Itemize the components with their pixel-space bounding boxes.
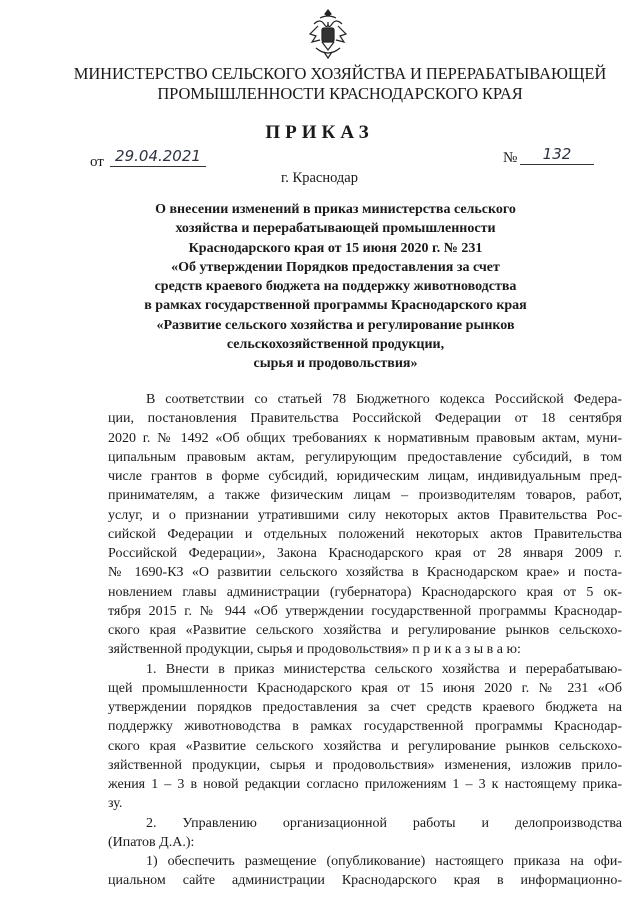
body-line: принимателям, а также физическим лицам – производителям товаров, работ, (108, 488, 622, 504)
body-line: поддержку животноводства в рамках государственной программы Краснодар- (108, 719, 622, 735)
body-line: Российской Федерации», Закона Краснодарского края от 28 января 2009 г. (108, 546, 622, 561)
body-line: зяйственной продукции, сырья и продовольствия» изменения, изложив прило- (108, 757, 622, 773)
body-line: 1) обеспечить размещение (опубликование) настоящего приказа на офи- (146, 854, 622, 869)
subject-line: сельскохозяйственной продукции, (226, 337, 445, 353)
subject-line: «Развитие сельского хозяйства и регулирование рынков (156, 317, 515, 333)
body-line: услуг, и о признании утратившими силу некоторых актов Правительства Рос- (108, 507, 622, 523)
body-line: сийской Федерации и отдельных положений некоторых актов Правительства (108, 526, 622, 542)
body-line: 1. Внести в приказ министерства сельского хозяйства и перерабатываю- (146, 661, 622, 677)
body-line: ского края «Развитие сельского хозяйства и регулирование рынков сельскохо- (108, 738, 622, 754)
body-line: В соответствии со статьей 78 Бюджетного кодекса Российской Федера- (146, 392, 622, 407)
order-number: 132 (520, 145, 594, 165)
body-line: циальном сайте администрации Краснодарского края в информационно- (108, 873, 622, 889)
ministry-name-line-2: ПРОМЫШЛЕННОСТИ КРАСНОДАРСКОГО КРАЯ (157, 84, 523, 103)
date-label: от (90, 154, 104, 170)
body-line: зяйственной продукции, сырья и продовольствия» п р и к а з ы в а ю: (108, 642, 521, 658)
body-line: тября 2015 г. № 944 «Об утверждении государственной программы Краснодар- (108, 603, 622, 619)
body-line: ского края «Развитие сельского хозяйства и регулирование рынков сельскохо- (108, 623, 622, 638)
body-line: щей промышленности Краснодарского края от 15 июня 2020 г. № 231 «Об (108, 680, 622, 696)
body-line: № 1690-КЗ «О развитии сельского хозяйства в Краснодарском крае» и поста- (108, 565, 622, 581)
order-body (108, 390, 622, 891)
number-label: № (503, 150, 518, 166)
body-line: жения 1 – 3 в новой редакции согласно приложениям 1 – 3 к настоящему прика- (108, 777, 622, 792)
body-line: 2020 г. № 1492 «Об общих требованиях к нормативным правовым актам, муни- (108, 430, 622, 446)
order-date: 29.04.2021 (110, 147, 206, 167)
city-name: г. Краснодар (280, 170, 358, 186)
body-line: зу. (108, 796, 123, 812)
body-line: ции, постановления Правительства Российской Федерации от 18 сентября (108, 411, 622, 427)
order-title: ПРИКАЗ (265, 122, 374, 143)
subject-line: в рамках государственной программы Краснодарского края (144, 298, 527, 314)
body-line: числе грантов в форме субсидий, юридическим лицам, индивидуальным пред- (108, 469, 622, 484)
ministry-name-line-1: МИНИСТЕРСТВО СЕЛЬСКОГО ХОЗЯЙСТВА И ПЕРЕРАБАТЫВАЮЩЕЙ (73, 64, 607, 83)
order-subject (108, 200, 563, 374)
ministry-name (60, 64, 620, 104)
body-line: ципальным правовым актам, регулирующим предоставление субсидий, в том (108, 449, 622, 465)
subject-line: хозяйства и перерабатывающей промышленности (175, 221, 496, 237)
subject-line: Краснодарского края от 15 июня 2020 г. № 231 (188, 240, 483, 256)
body-line: 2. Управлению организационной работы и делопроизводства (146, 815, 622, 831)
subject-line: сырья и продовольствия» (253, 356, 418, 372)
body-line: (Ипатов Д.А.): (108, 834, 195, 850)
subject-line: «Об утверждении Порядков предоставления за счет (171, 259, 500, 275)
coat-of-arms-emblem-icon (300, 4, 356, 60)
body-line: утверждении порядков предоставления за счет средств краевого бюджета на (108, 700, 622, 715)
subject-line: средств краевого бюджета на поддержку животноводства (154, 279, 517, 295)
subject-line: О внесении изменений в приказ министерства сельского (155, 202, 516, 217)
body-line: новлением главы администрации (губернатора) Краснодарского края от 5 ок- (108, 584, 622, 600)
